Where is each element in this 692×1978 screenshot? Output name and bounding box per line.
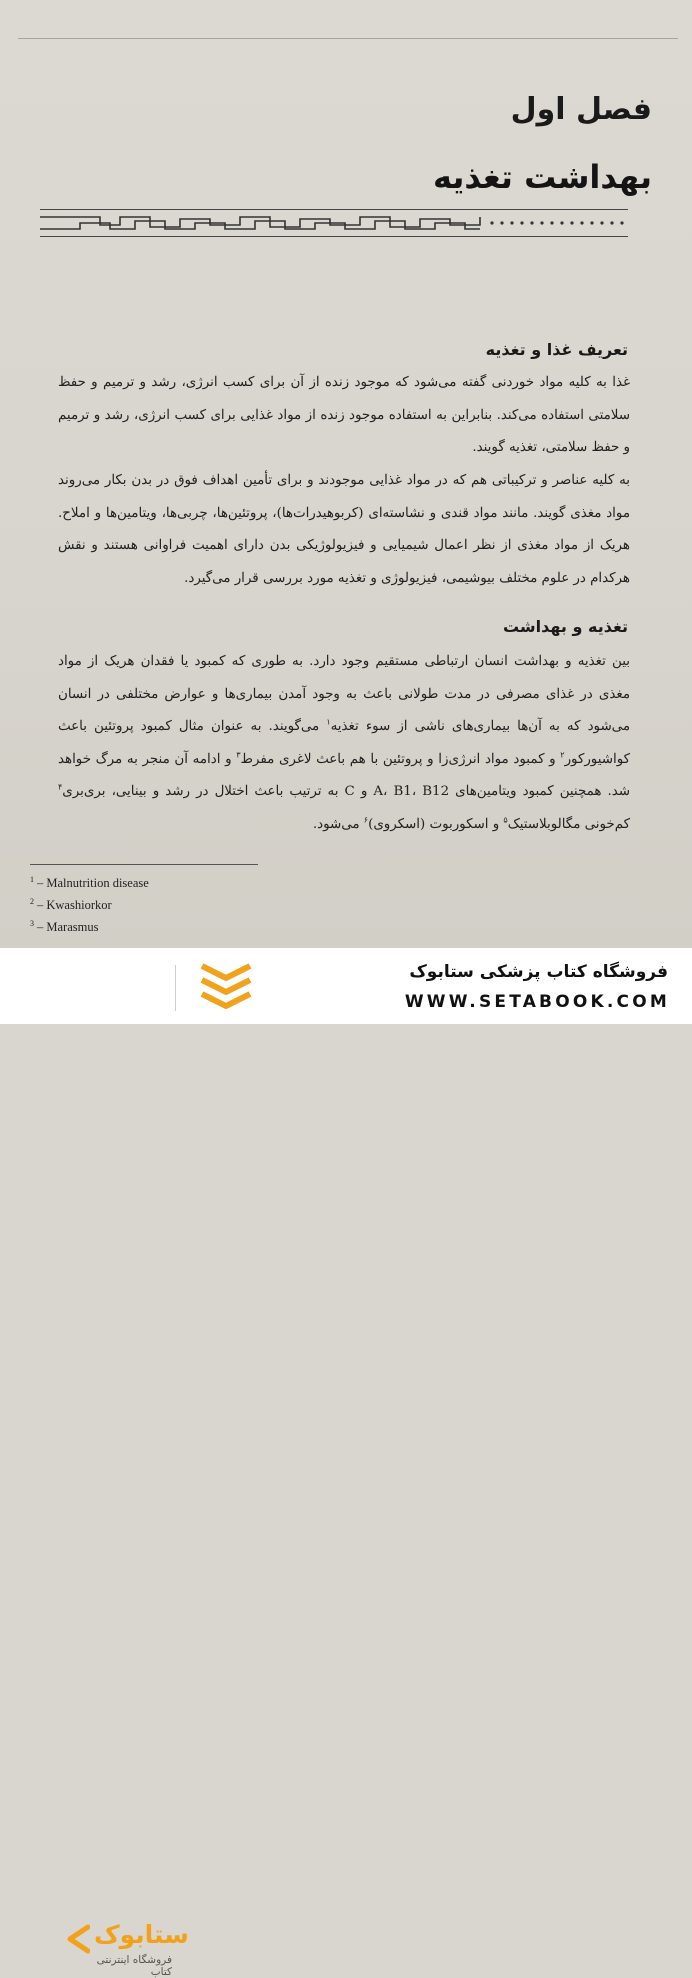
footnote-ref-5: ۵ — [503, 815, 508, 825]
chapter-title: فصل اول — [510, 92, 652, 127]
section-heading-food-nutrition: تعریف غذا و تغذیه — [485, 340, 628, 359]
book-page — [0, 0, 692, 948]
brand-tagline: فروشگاه اینترنتی کتاب — [96, 1954, 172, 1978]
page-header-rule — [18, 38, 678, 39]
footnotes-list — [30, 872, 149, 938]
footnote-ref-2: ۲ — [560, 750, 565, 760]
brand-logo[interactable] — [32, 958, 189, 1978]
footnote-ref-1: ۱ — [326, 717, 331, 727]
ornament-rule-bottom — [40, 236, 628, 237]
brand-name: ستابوک — [94, 1920, 189, 1949]
footnote-item: $^1$ – Malnutrition disease — [30, 874, 149, 890]
footnote-item: $^3$ – Marasmus — [30, 918, 99, 934]
chevron-left-icon — [62, 1924, 90, 1954]
footnote-ref-4: ۴ — [58, 782, 63, 792]
decorative-ornament-icon — [40, 213, 628, 233]
section-heading-nutrition-health: تغذیه و بهداشت — [502, 617, 628, 636]
ornament-rule-top — [40, 209, 628, 210]
book-chevron-icon — [196, 960, 256, 1014]
paragraph-nutrition-health: بین تغذیه و بهداشت انسان ارتباطی مستقیم وجود دارد. به طوری که کمبود یا فقدان هریک از مواد مغذی در غذای مصرفی در مدت طولانی باعث به وجود آمدن بیماری‌ها و عوارض مختلفی در انسان می‌شود که به آن‌ها بیماری‌های ناشی از سوء تغذیه$^۱$ می‌گویند. به عنوان مثال کمبود پروتئین باعث کواشیورکور$^۲$ و کمبود مواد انرژی‌زا و پروتئین با هم باعث لاغری مفرط$^۳$ و ادامه آن منجر به مرگ خواهد شد. همچنین کمبود ویتامین‌های A، B1، B12 و C به ترتیب باعث اختلال در رشد و بینایی، بری‌بری$^۴$ کم‌خونی مگالوبلاستیک$^۵$ و اسکوربوت (اسکروی)$^۶$ می‌شود. — [58, 654, 630, 832]
footnote-rule — [30, 864, 258, 865]
store-name: فروشگاه کتاب پزشکی ستابوک — [409, 962, 668, 982]
footnote-ref-6: ۶ — [363, 815, 369, 825]
paragraph-food-definition: غذا به کلیه مواد خوردنی گفته می‌شود که موجود زنده از آن برای کسب انرژی، رشد و ترمیم و حفظ سلامتی استفاده می‌کند. بنابراین به استفاده موجود زنده از مواد غذایی برای کسب انرژی، رشد و ترمیم و حفظ سلامتی، تغذیه گویند. — [58, 375, 630, 456]
store-url-link[interactable]: WWW.SETABOOK.COM — [404, 992, 670, 1012]
banner-divider — [175, 965, 176, 1011]
chapter-subtitle: بهداشت تغذیه — [432, 158, 652, 196]
paragraph-nutrients: به کلیه عناصر و ترکیباتی هم که در مواد غذایی موجودند و برای تأمین اهداف فوق در بدن بکار می‌روند مواد مغذی گویند. مانند مواد قندی و نشاسته‌ای (کربوهیدرات‌ها)، پروتئین‌ها، چربی‌ها، ویتامین‌ها و املاح. هریک از مواد مغذی از نظر اعمال شیمیایی و فیزیولوژیکی بدن دارای اهمیت فراوانی هستند و نقش هرکدام در علوم مختلف بیوشیمی، فیزیولوژی و تغذیه مورد بررسی قرار می‌گیرد. — [58, 473, 630, 586]
footnote-ref-3: ۳ — [236, 750, 241, 760]
footnote-item: $^2$ – Kwashiorkor — [30, 896, 112, 912]
